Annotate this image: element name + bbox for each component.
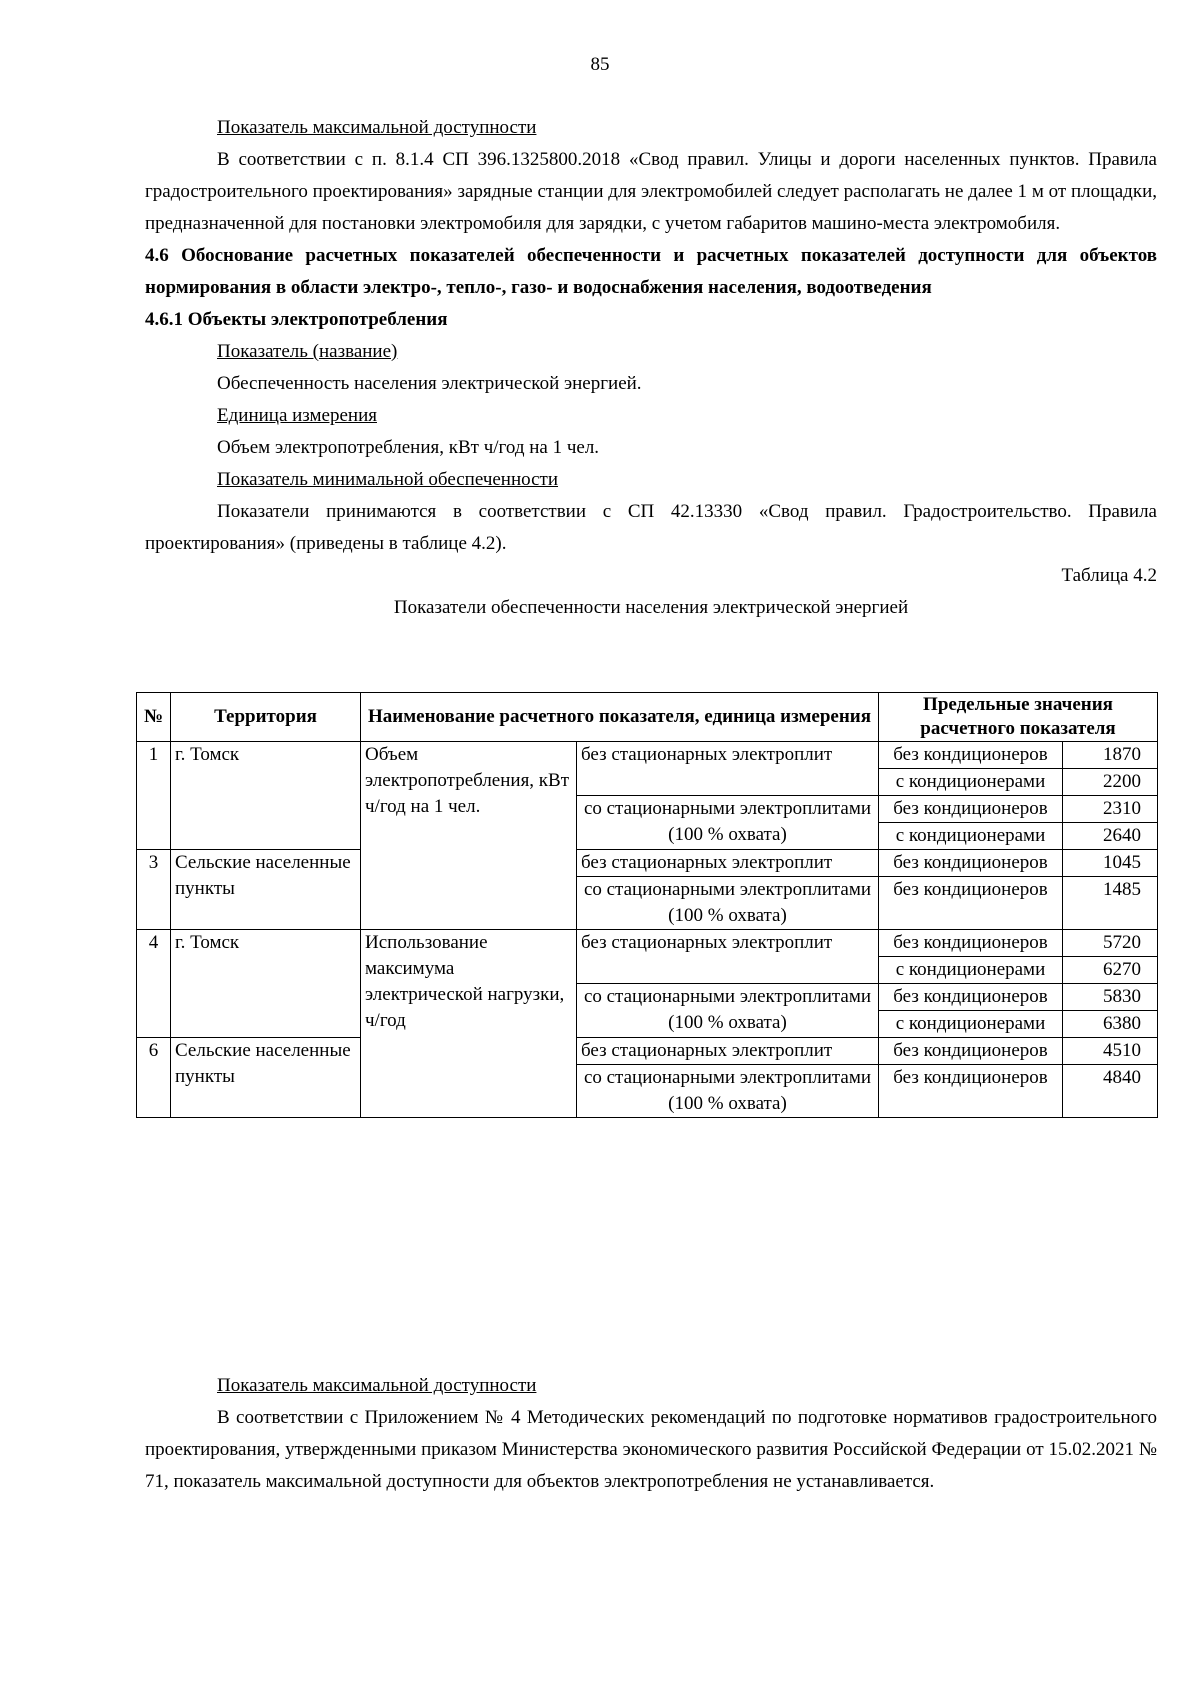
max-access-heading-2: Показатель максимальной доступности (217, 1375, 537, 1396)
section-title: 4.6 Обоснование расчетных показателей обеспеченности и расчетных показателей доступности для объектов нормирования в области электро-, тепло-, газо- и водоснабжения населения, водоотведения (145, 245, 1157, 298)
row-number: 1 (137, 742, 171, 850)
intro-paragraph: В соответствии с п. 8.1.4 СП 396.1325800.2018 «Свод правил. Улицы и дороги населенных пунктов. Правила градостроительного проектирования» зарядные станции для электромобилей следует располагать не далее 1 м от площадки, предназначенной для постановки электромобиля для зарядки, с учетом габаритов машино-места электромобиля. (145, 149, 1157, 234)
stove-condition-cell: без стационарных электроплит (577, 850, 879, 877)
subsection-title: 4.6.1 Объекты электропотребления (145, 309, 448, 330)
territory-cell: Сельские населенные пункты (171, 850, 361, 930)
value-cell: 2640 (1063, 823, 1158, 850)
ac-condition-cell: без кондиционеров (879, 1038, 1063, 1065)
stove-condition-cell: без стационарных электроплит (577, 930, 879, 984)
value-cell: 6380 (1063, 1011, 1158, 1038)
value-cell: 5830 (1063, 984, 1158, 1011)
after-table-body (145, 1370, 1157, 1498)
ac-condition-cell: с кондиционерами (879, 769, 1063, 796)
territory-cell: г. Томск (171, 742, 361, 850)
document-body (145, 112, 1157, 624)
stove-condition-cell: со стационарными электроплитами (100 % охвата) (577, 984, 879, 1038)
min-indicator-label: Показатель минимальной обеспеченности (217, 469, 559, 490)
value-cell: 4510 (1063, 1038, 1158, 1065)
header-num: № (137, 693, 171, 742)
value-cell: 2200 (1063, 769, 1158, 796)
ac-condition-cell: без кондиционеров (879, 930, 1063, 957)
ac-condition-cell: с кондиционерами (879, 823, 1063, 850)
stove-condition-cell: без стационарных электроплит (577, 742, 879, 796)
table-row (137, 930, 1158, 957)
ac-condition-cell: без кондиционеров (879, 742, 1063, 769)
value-cell: 1485 (1063, 877, 1158, 930)
table-row (137, 1038, 1158, 1065)
header-indicator: Наименование расчетного показателя, единица измерения (361, 693, 879, 742)
table-label: Таблица 4.2 (1061, 565, 1157, 586)
max-access-heading: Показатель максимальной доступности (217, 117, 537, 138)
value-cell: 1045 (1063, 850, 1158, 877)
header-limits: Предельные значения расчетного показателя (879, 693, 1158, 742)
indicator-cell: Использование максимума электрической нагрузки, ч/год (361, 930, 577, 1118)
ac-condition-cell: без кондиционеров (879, 1065, 1063, 1118)
ac-condition-cell: с кондиционерами (879, 1011, 1063, 1038)
stove-condition-cell: со стационарными электроплитами (100 % охвата) (577, 796, 879, 850)
value-cell: 2310 (1063, 796, 1158, 823)
table-header-row (137, 693, 1158, 742)
unit-label: Единица измерения (217, 405, 377, 426)
stove-condition-cell: со стационарными электроплитами (100 % охвата) (577, 877, 879, 930)
row-number: 6 (137, 1038, 171, 1118)
ac-condition-cell: без кондиционеров (879, 984, 1063, 1011)
territory-cell: Сельские населенные пункты (171, 1038, 361, 1118)
table-row (137, 742, 1158, 769)
unit-value: Объем электропотребления, кВт ч/год на 1 чел. (217, 437, 600, 458)
ac-condition-cell: без кондиционеров (879, 796, 1063, 823)
ac-condition-cell: с кондиционерами (879, 957, 1063, 984)
row-number: 4 (137, 930, 171, 1038)
min-indicator-text: Показатели принимаются в соответствии с СП 42.13330 «Свод правил. Градостроительство. Правила проектирования» (приведены в таблице 4.2). (145, 501, 1157, 554)
value-cell: 1870 (1063, 742, 1158, 769)
table-row (137, 850, 1158, 877)
ac-condition-cell: без кондиционеров (879, 850, 1063, 877)
indicator-value: Обеспеченность населения электрической энергией. (217, 373, 642, 394)
indicator-label: Показатель (название) (217, 341, 398, 362)
territory-cell: г. Томск (171, 930, 361, 1038)
stove-condition-cell: без стационарных электроплит (577, 1038, 879, 1065)
max-access-paragraph: В соответствии с Приложением № 4 Методических рекомендаций по подготовке нормативов градостроительного проектирования, утвержденными приказом Министерства экономического развития Российской Федерации от 15.02.2021 № 71, показатель максимальной доступности для объектов электропотребления не устанавливается. (145, 1407, 1157, 1492)
header-territory: Территория (171, 693, 361, 742)
stove-condition-cell: со стационарными электроплитами (100 % охвата) (577, 1065, 879, 1118)
value-cell: 5720 (1063, 930, 1158, 957)
indicator-cell: Объем электропотребления, кВт ч/год на 1 чел. (361, 742, 577, 930)
indicators-table (136, 692, 1158, 1118)
ac-condition-cell: без кондиционеров (879, 877, 1063, 930)
table-caption: Показатели обеспеченности населения электрической энергией (393, 597, 909, 618)
value-cell: 4840 (1063, 1065, 1158, 1118)
value-cell: 6270 (1063, 957, 1158, 984)
row-number: 3 (137, 850, 171, 930)
page-number: 85 (590, 54, 610, 75)
